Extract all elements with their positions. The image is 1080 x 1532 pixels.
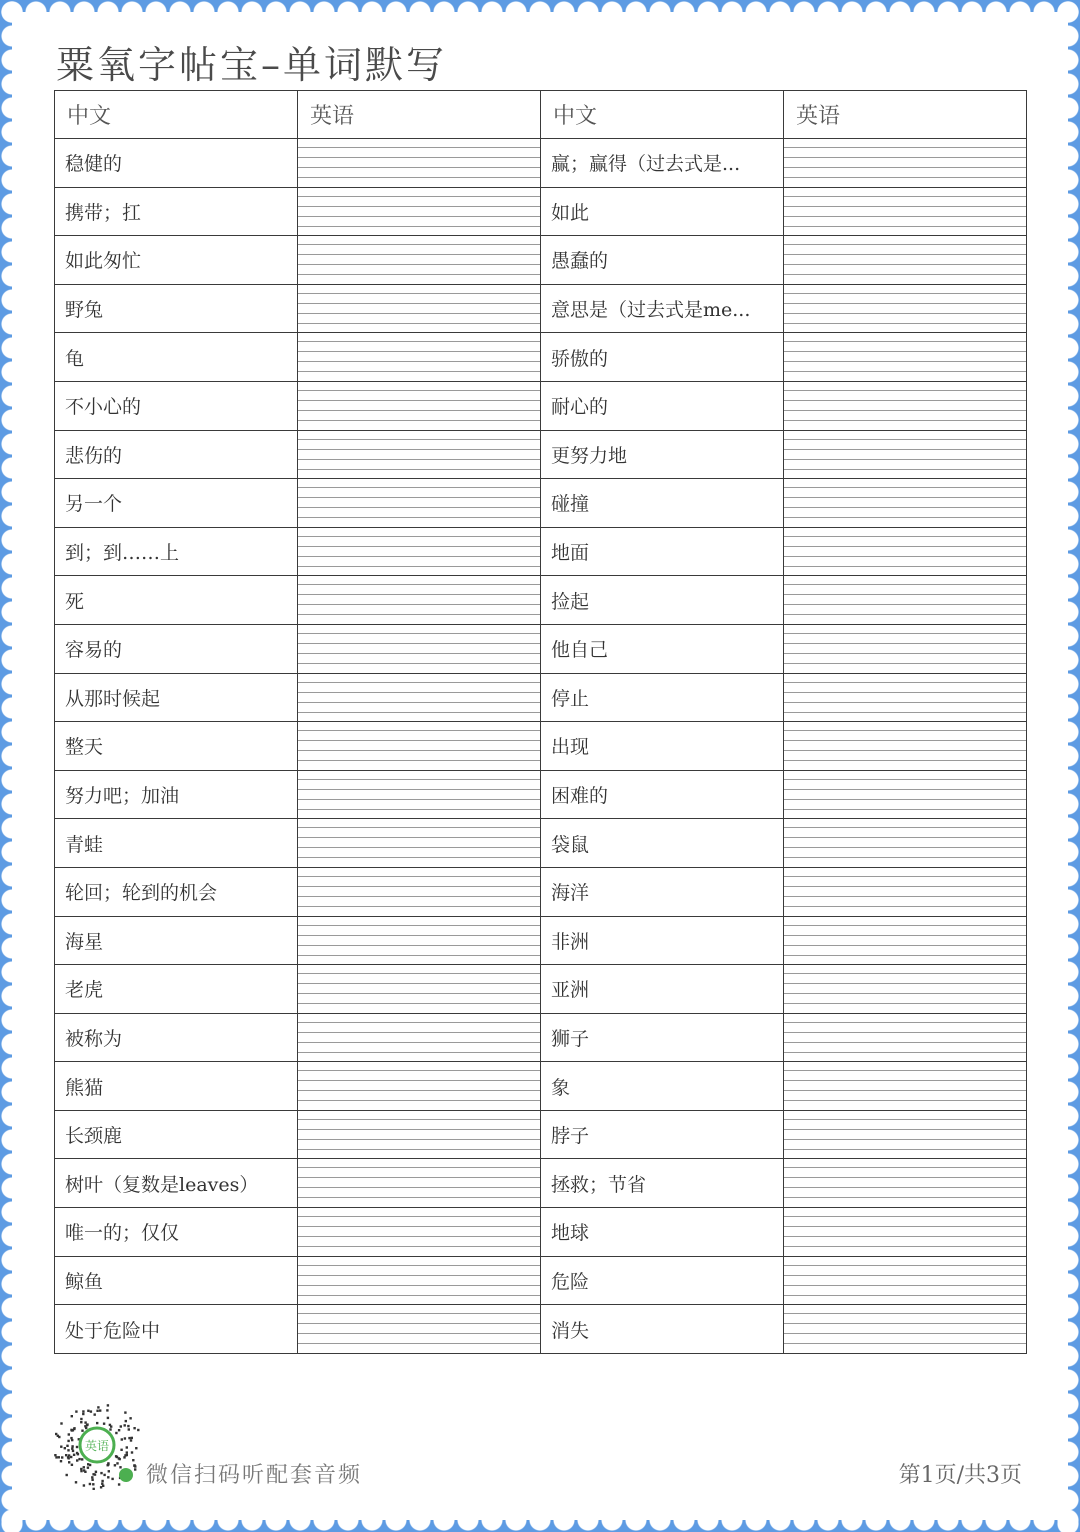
english-answer-field-right[interactable] xyxy=(784,1208,1027,1257)
chinese-word-left: 不小心的 xyxy=(55,381,298,430)
chinese-word-right: 碰撞 xyxy=(541,479,784,528)
english-answer-field-left[interactable] xyxy=(298,1208,541,1257)
chinese-word-left: 长颈鹿 xyxy=(55,1110,298,1159)
english-answer-field-left[interactable] xyxy=(298,479,541,528)
chinese-word-left: 整天 xyxy=(55,722,298,771)
english-answer-field-right[interactable] xyxy=(784,819,1027,868)
chinese-word-right: 停止 xyxy=(541,673,784,722)
english-answer-field-right[interactable] xyxy=(784,236,1027,285)
table-row xyxy=(55,1013,1027,1062)
chinese-word-right: 耐心的 xyxy=(541,381,784,430)
english-answer-field-left[interactable] xyxy=(298,1159,541,1208)
chinese-word-left: 青蛙 xyxy=(55,819,298,868)
table-row xyxy=(55,916,1027,965)
chinese-word-left: 轮回；轮到的机会 xyxy=(55,867,298,916)
english-answer-field-right[interactable] xyxy=(784,1110,1027,1159)
english-answer-field-left[interactable] xyxy=(298,527,541,576)
chinese-word-right: 出现 xyxy=(541,722,784,771)
page-title: 粟氧字帖宝–单词默写 xyxy=(56,43,448,87)
page-number: 第1页/共3页 xyxy=(898,1463,1022,1488)
chinese-word-left: 死 xyxy=(55,576,298,625)
chinese-word-left: 被称为 xyxy=(55,1013,298,1062)
english-answer-field-left[interactable] xyxy=(298,236,541,285)
table-row xyxy=(55,965,1027,1014)
english-answer-field-left[interactable] xyxy=(298,624,541,673)
chinese-word-left: 龟 xyxy=(55,333,298,382)
english-answer-field-right[interactable] xyxy=(784,1013,1027,1062)
english-answer-field-left[interactable] xyxy=(298,1256,541,1305)
english-answer-field-right[interactable] xyxy=(784,576,1027,625)
english-answer-field-right[interactable] xyxy=(784,430,1027,479)
english-answer-field-right[interactable] xyxy=(784,673,1027,722)
english-answer-field-left[interactable] xyxy=(298,284,541,333)
chinese-word-left: 到；到……上 xyxy=(55,527,298,576)
english-answer-field-right[interactable] xyxy=(784,867,1027,916)
header-english-right: 英语 xyxy=(784,91,1027,139)
chinese-word-left: 如此匆忙 xyxy=(55,236,298,285)
chinese-word-right: 危险 xyxy=(541,1256,784,1305)
english-answer-field-right[interactable] xyxy=(784,1305,1027,1354)
chinese-word-right: 消失 xyxy=(541,1305,784,1354)
english-answer-field-right[interactable] xyxy=(784,1256,1027,1305)
chinese-word-right: 愚蠢的 xyxy=(541,236,784,285)
worksheet xyxy=(12,12,1068,1520)
header-english-left: 英语 xyxy=(298,91,541,139)
table-header-row xyxy=(55,91,1027,139)
english-answer-field-left[interactable] xyxy=(298,867,541,916)
chinese-word-right: 意思是（过去式是me... xyxy=(541,284,784,333)
chinese-word-left: 熊猫 xyxy=(55,1062,298,1111)
qr-badge-label: 英语 xyxy=(84,1439,110,1453)
table-row xyxy=(55,867,1027,916)
english-answer-field-left[interactable] xyxy=(298,1305,541,1354)
table-row xyxy=(55,1110,1027,1159)
english-answer-field-left[interactable] xyxy=(298,333,541,382)
table-row xyxy=(55,527,1027,576)
chinese-word-left: 树叶（复数是leaves） xyxy=(55,1159,298,1208)
chinese-word-right: 捡起 xyxy=(541,576,784,625)
chinese-word-right: 更努力地 xyxy=(541,430,784,479)
table-row xyxy=(55,673,1027,722)
table-row xyxy=(55,1256,1027,1305)
chinese-word-left: 鲸鱼 xyxy=(55,1256,298,1305)
english-answer-field-right[interactable] xyxy=(784,284,1027,333)
english-answer-field-left[interactable] xyxy=(298,722,541,771)
english-answer-field-right[interactable] xyxy=(784,624,1027,673)
english-answer-field-left[interactable] xyxy=(298,187,541,236)
chinese-word-left: 处于危险中 xyxy=(55,1305,298,1354)
chinese-word-right: 地面 xyxy=(541,527,784,576)
chinese-word-left: 稳健的 xyxy=(55,139,298,188)
chinese-word-left: 悲伤的 xyxy=(55,430,298,479)
english-answer-field-left[interactable] xyxy=(298,770,541,819)
english-answer-field-right[interactable] xyxy=(784,527,1027,576)
table-row xyxy=(55,430,1027,479)
english-answer-field-left[interactable] xyxy=(298,965,541,1014)
chinese-word-right: 亚洲 xyxy=(541,965,784,1014)
chinese-word-left: 唯一的；仅仅 xyxy=(55,1208,298,1257)
english-answer-field-left[interactable] xyxy=(298,1110,541,1159)
english-answer-field-left[interactable] xyxy=(298,139,541,188)
english-answer-field-left[interactable] xyxy=(298,1062,541,1111)
english-answer-field-right[interactable] xyxy=(784,722,1027,771)
chinese-word-left: 野兔 xyxy=(55,284,298,333)
chinese-word-right: 狮子 xyxy=(541,1013,784,1062)
english-answer-field-right[interactable] xyxy=(784,965,1027,1014)
table-row xyxy=(55,576,1027,625)
chinese-word-right: 他自己 xyxy=(541,624,784,673)
english-answer-field-right[interactable] xyxy=(784,1062,1027,1111)
chinese-word-left: 另一个 xyxy=(55,479,298,528)
english-answer-field-right[interactable] xyxy=(784,916,1027,965)
header-chinese-right: 中文 xyxy=(541,91,784,139)
table-row xyxy=(55,722,1027,771)
english-answer-field-right[interactable] xyxy=(784,333,1027,382)
table-row xyxy=(55,479,1027,528)
english-answer-field-left[interactable] xyxy=(298,673,541,722)
table-row xyxy=(55,770,1027,819)
chinese-word-left: 努力吧；加油 xyxy=(55,770,298,819)
english-answer-field-left[interactable] xyxy=(298,430,541,479)
table-row xyxy=(55,819,1027,868)
chinese-word-left: 容易的 xyxy=(55,624,298,673)
table-row xyxy=(55,381,1027,430)
header-chinese-left: 中文 xyxy=(55,91,298,139)
table-row xyxy=(55,1208,1027,1257)
english-answer-field-right[interactable] xyxy=(784,187,1027,236)
table-row xyxy=(55,236,1027,285)
english-answer-field-left[interactable] xyxy=(298,819,541,868)
english-answer-field-right[interactable] xyxy=(784,479,1027,528)
chinese-word-right: 脖子 xyxy=(541,1110,784,1159)
chinese-word-right: 海洋 xyxy=(541,867,784,916)
table-row xyxy=(55,1305,1027,1354)
chinese-word-right: 袋鼠 xyxy=(541,819,784,868)
chinese-word-right: 非洲 xyxy=(541,916,784,965)
chinese-word-left: 海星 xyxy=(55,916,298,965)
english-answer-field-left[interactable] xyxy=(298,1013,541,1062)
table-row xyxy=(55,187,1027,236)
table-row xyxy=(55,1062,1027,1111)
chinese-word-right: 困难的 xyxy=(541,770,784,819)
chinese-word-right: 象 xyxy=(541,1062,784,1111)
chinese-word-left: 老虎 xyxy=(55,965,298,1014)
table-row xyxy=(55,1159,1027,1208)
audio-scan-note: 微信扫码听配套音频 xyxy=(146,1463,363,1488)
table-row xyxy=(55,333,1027,382)
table-row xyxy=(55,284,1027,333)
word-dictation-table xyxy=(54,90,1027,1354)
chinese-word-right: 骄傲的 xyxy=(541,333,784,382)
english-answer-field-right[interactable] xyxy=(784,1159,1027,1208)
english-answer-field-right[interactable] xyxy=(784,139,1027,188)
english-answer-field-right[interactable] xyxy=(784,381,1027,430)
chinese-word-right: 地球 xyxy=(541,1208,784,1257)
chinese-word-right: 如此 xyxy=(541,187,784,236)
table-row xyxy=(55,624,1027,673)
english-answer-field-left[interactable] xyxy=(298,381,541,430)
english-answer-field-left[interactable] xyxy=(298,576,541,625)
english-answer-field-left[interactable] xyxy=(298,916,541,965)
chinese-word-right: 赢；赢得（过去式是... xyxy=(541,139,784,188)
chinese-word-left: 从那时候起 xyxy=(55,673,298,722)
qr-code-icon[interactable] xyxy=(52,1400,142,1490)
table-row xyxy=(55,139,1027,188)
chinese-word-left: 携带；扛 xyxy=(55,187,298,236)
chinese-word-right: 拯救；节省 xyxy=(541,1159,784,1208)
english-answer-field-right[interactable] xyxy=(784,770,1027,819)
